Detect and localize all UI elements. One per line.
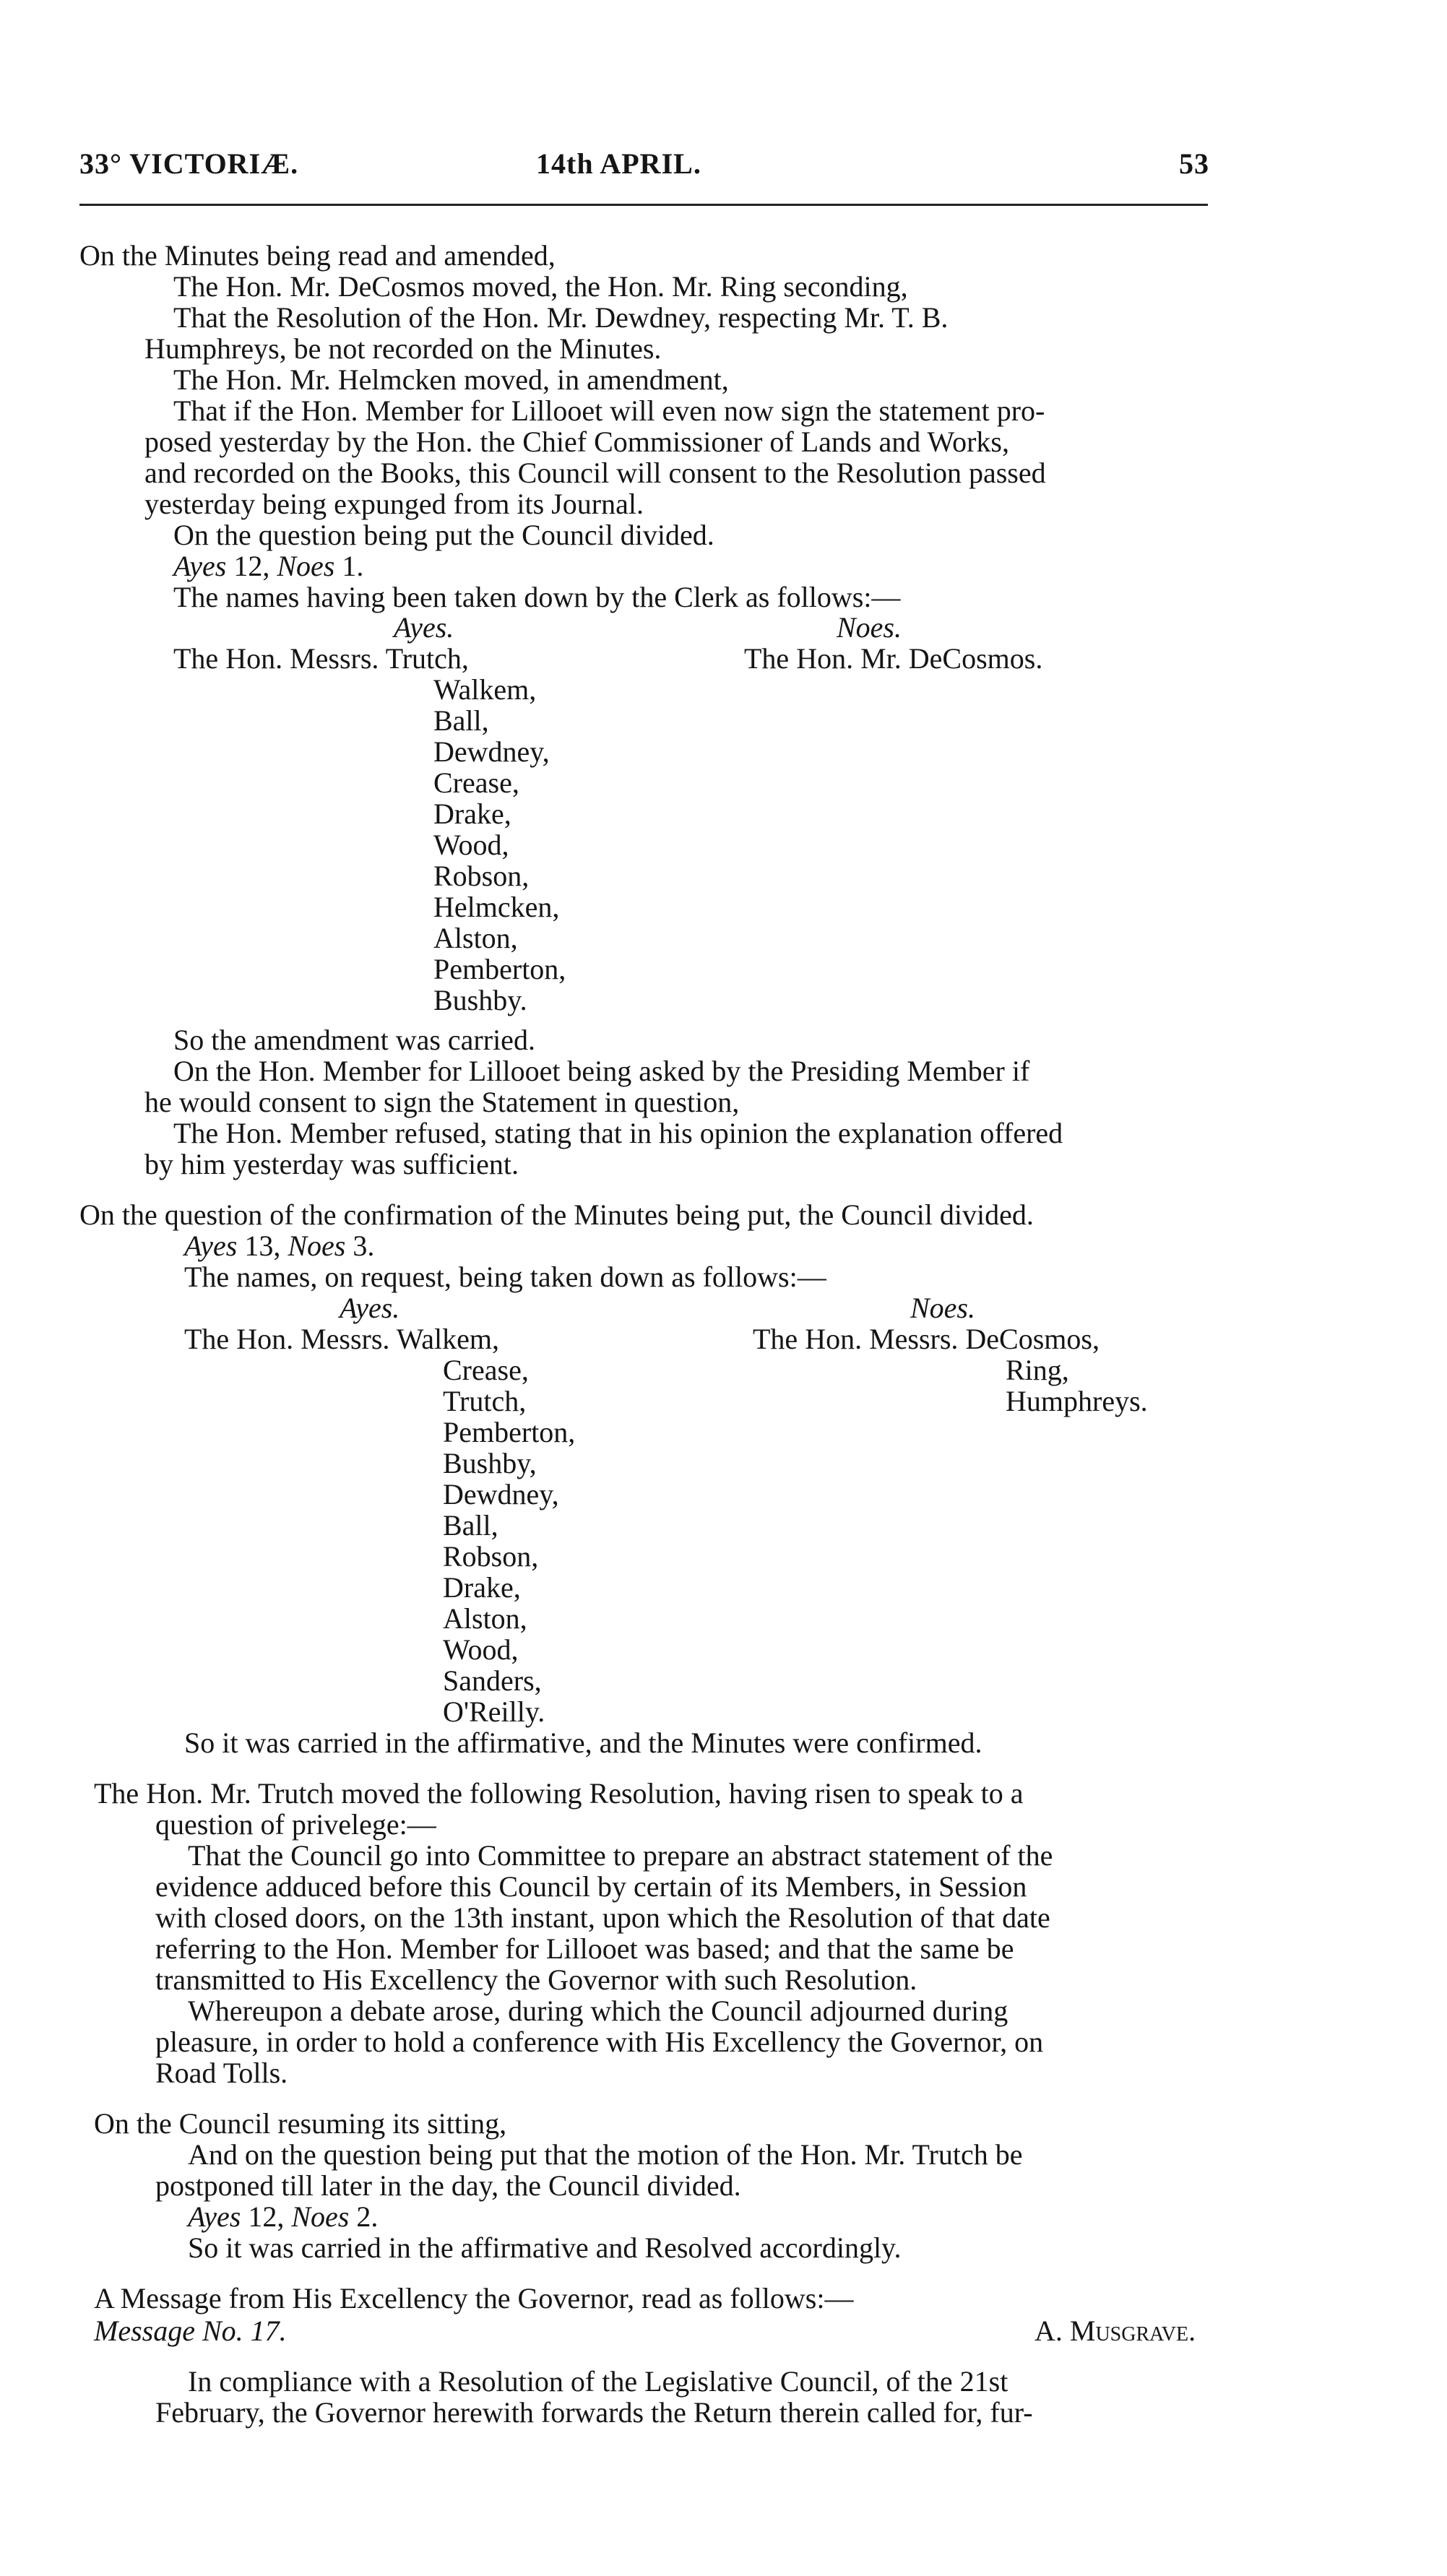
header-rule [79, 204, 1208, 206]
division-ayes-first: The Hon. Messrs. Walkem, [184, 1323, 499, 1355]
member-name: Sanders, [443, 1664, 542, 1697]
noes-label: Noes [291, 2200, 350, 2233]
paragraph-line: The Hon. Mr. Trutch moved the following Resolution, having risen to speak to a [94, 1777, 1024, 1810]
paragraph-line: On the question of the confirmation of the Minutes being put, the Council divided. [79, 1198, 1034, 1231]
paragraph-line: On the question being put the Council divided. [173, 519, 714, 551]
paragraph-line: yesterday being expunged from its Journal. [144, 488, 644, 520]
member-name: Drake, [443, 1571, 521, 1604]
paragraph-line: postponed till later in the day, the Council divided. [155, 2169, 741, 2202]
paragraph-line: pleasure, in order to hold a conference with His Excellency the Governor, on [155, 2026, 1044, 2058]
paragraph-line: That if the Hon. Member for Lillooet will even now sign the statement pro- [173, 394, 1045, 427]
member-name: Crease, [443, 1354, 529, 1386]
paragraph-line: with closed doors, on the 13th instant, upon which the Resolution of that date [155, 1901, 1050, 1934]
member-name: Humphreys. [1006, 1385, 1148, 1417]
paragraph-line: So it was carried in the affirmative, and the Minutes were confirmed. [184, 1726, 982, 1759]
ayes-number: 13, [237, 1229, 288, 1262]
member-name: Wood, [443, 1633, 519, 1666]
member-name: Crease, [433, 766, 519, 799]
division-noes-heading: Noes. [910, 1292, 975, 1324]
ayes-number: 12, [226, 550, 277, 582]
member-name: Alston, [443, 1602, 527, 1635]
member-name: Pemberton, [433, 953, 566, 985]
noes-label: Noes [277, 550, 335, 582]
vote-count [188, 2201, 378, 2233]
member-name: Drake, [433, 798, 511, 830]
paragraph-line: February, the Governor herewith forwards the Return therein called for, fur- [155, 2396, 1033, 2429]
division-noes-first: The Hon. Messrs. DeCosmos, [753, 1323, 1100, 1355]
paragraph-line: Road Tolls. [155, 2057, 288, 2089]
ayes-label: Ayes [173, 550, 227, 582]
paragraph-line: Humphreys, be not recorded on the Minutes. [144, 332, 662, 365]
member-name: Wood, [433, 829, 509, 861]
paragraph-line: On the Hon. Member for Lillooet being asked by the Presiding Member if [173, 1055, 1030, 1087]
member-name: O'Reilly. [443, 1695, 545, 1728]
member-name: Ball, [433, 704, 489, 737]
paragraph-line: The Hon. Mr. Helmcken moved, in amendment, [173, 363, 729, 396]
paragraph-line: So it was carried in the affirmative and Resolved accordingly. [188, 2231, 902, 2264]
member-name: Bushby, [443, 1447, 537, 1479]
division-ayes-heading: Ayes. [394, 611, 454, 644]
ayes-label: Ayes [184, 1229, 238, 1262]
paragraph-line: On the Council resuming its sitting, [94, 2107, 507, 2140]
member-name: Robson, [443, 1540, 539, 1573]
paragraph-line: and recorded on the Books, this Council will consent to the Resolution passed [144, 457, 1046, 489]
paragraph-line: referring to the Hon. Member for Lillooet was based; and that the same be [155, 1932, 1014, 1965]
paragraph-line: That the Council go into Committee to prepare an abstract statement of the [188, 1839, 1053, 1872]
member-name: Ball, [443, 1509, 498, 1542]
governor-signature: A. Musgrave. [1035, 2314, 1196, 2347]
division-ayes-heading: Ayes. [340, 1292, 400, 1324]
paragraph-line: by him yesterday was sufficient. [144, 1148, 519, 1180]
division-noes-first: The Hon. Mr. DeCosmos. [744, 642, 1043, 675]
paragraph-line: Whereupon a debate arose, during which the Council adjourned during [188, 1994, 1008, 2027]
paragraph-line: evidence adduced before this Council by certain of its Members, in Session [155, 1870, 1027, 1903]
vote-count [173, 550, 363, 582]
noes-number: 2. [349, 2200, 379, 2233]
noes-number: 1. [334, 550, 364, 582]
member-name: Dewdney, [443, 1478, 559, 1510]
member-name: Dewdney, [433, 735, 550, 768]
paragraph-line: posed yesterday by the Hon. the Chief Commissioner of Lands and Works, [144, 425, 1009, 458]
running-head-left: 33° VICTORIÆ. [79, 147, 299, 180]
paragraph-line: On the Minutes being read and amended, [79, 239, 556, 272]
page-number: 53 [1179, 147, 1209, 180]
paragraph-line: So the amendment was carried. [173, 1024, 535, 1056]
paragraph-line: The Hon. Member refused, stating that in his opinion the explanation offered [173, 1117, 1063, 1149]
noes-number: 3. [345, 1229, 375, 1262]
noes-label: Noes [288, 1229, 346, 1262]
division-ayes-first: The Hon. Messrs. Trutch, [173, 642, 469, 675]
division-noes-heading: Noes. [837, 611, 902, 644]
member-name: Bushby. [433, 984, 527, 1016]
member-name: Ring, [1006, 1354, 1069, 1386]
paragraph-line: And on the question being put that the motion of the Hon. Mr. Trutch be [188, 2138, 1023, 2171]
member-name: Pemberton, [443, 1416, 576, 1448]
member-name: Robson, [433, 860, 530, 892]
paragraph-line: In compliance with a Resolution of the Legislative Council, of the 21st [188, 2365, 1008, 2398]
paragraph-line: question of privelege:— [155, 1808, 436, 1841]
member-name: Alston, [433, 922, 518, 954]
paragraph-line: That the Resolution of the Hon. Mr. Dewdney, respecting Mr. T. B. [173, 301, 949, 334]
vote-count [184, 1230, 374, 1262]
running-head-date: 14th APRIL. [536, 147, 701, 180]
member-name: Trutch, [443, 1385, 527, 1417]
member-name: Walkem, [433, 673, 537, 706]
ayes-label: Ayes [188, 2200, 241, 2233]
ayes-number: 12, [241, 2200, 292, 2233]
paragraph-line: he would consent to sign the Statement in question, [144, 1086, 740, 1118]
member-name: Helmcken, [433, 891, 560, 923]
paragraph-line: The Hon. Mr. DeCosmos moved, the Hon. Mr. Ring seconding, [173, 270, 908, 303]
paragraph-line: The names having been taken down by the Clerk as follows:— [173, 581, 901, 613]
paragraph-line: A Message from His Excellency the Governor, read as follows:— [94, 2282, 854, 2314]
paragraph-line: transmitted to His Excellency the Governor with such Resolution. [155, 1963, 917, 1996]
message-number: Message No. 17. [94, 2314, 287, 2347]
paragraph-line: The names, on request, being taken down as follows:— [184, 1261, 826, 1293]
